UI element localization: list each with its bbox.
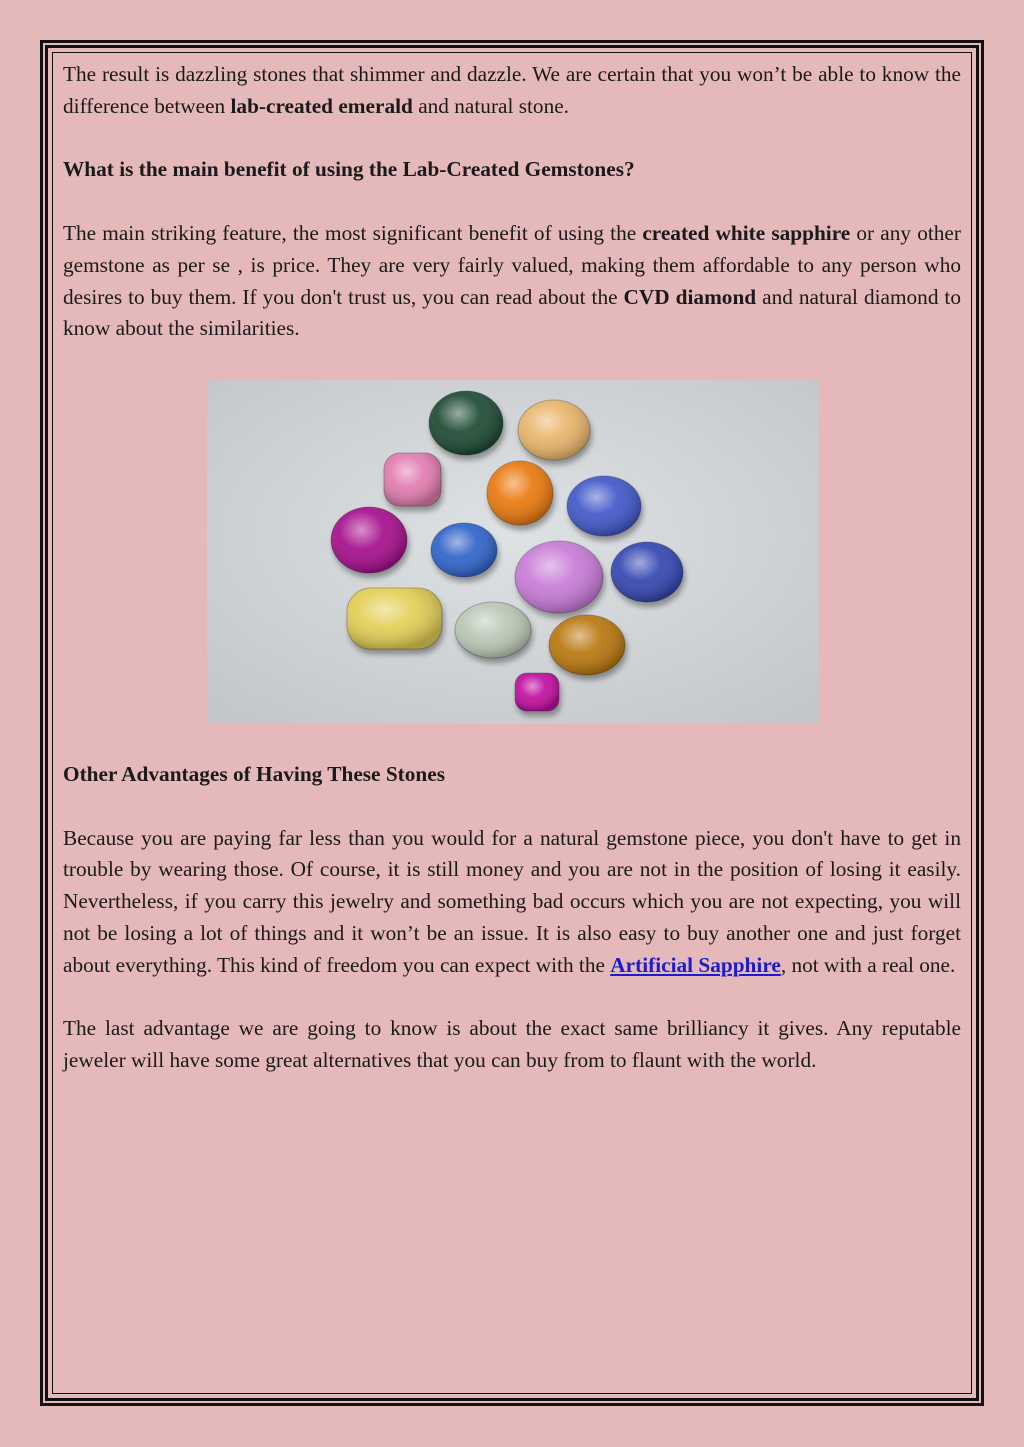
gem-mint-oval-highlight (455, 602, 531, 658)
bold-lab-created-emerald: lab-created emerald (230, 93, 413, 118)
gem-peach-oval-highlight (518, 400, 590, 460)
gem-amber-oval-highlight (549, 615, 625, 675)
gem-blue-oval-highlight (567, 476, 641, 536)
paragraph-benefit-text: The main striking feature, the most significant benefit of using the (63, 220, 643, 245)
paragraph-advantages-tail: , not with a real one. (780, 952, 956, 977)
gem-yellow-cushion-highlight (347, 588, 442, 649)
gem-navy-oval-highlight (611, 542, 683, 602)
gem-green-oval-highlight (429, 391, 503, 455)
heading-main-benefit: What is the main benefit of using the Lab-Created Gemstones? (63, 157, 635, 182)
paragraph-benefit (63, 218, 961, 345)
gem-pink-cushion-highlight (384, 453, 441, 506)
gem-lilac-oval-highlight (515, 541, 603, 613)
content-bottom (63, 759, 961, 1077)
paragraph-intro-text: The result is dazzling stones that shimmer and dazzle. We are certain that you won’t be able to know the difference between (63, 62, 961, 118)
bold-cvd-diamond: CVD diamond (623, 284, 757, 309)
paragraph-intro-tail: and natural stone. (412, 93, 570, 118)
gemstones-image (207, 380, 819, 724)
paragraph-benefit-middle: or any other gemstone as per se , is price. They are very fairly valued, making them affordable to any person who desires to buy them. If you don't trust us, you can read about the (63, 220, 961, 309)
paragraph-advantages-text: Because you are paying far less than you would for a natural gemstone piece, you don't have to get in trouble by wearing those. Of course, it is still money and you are not in the position of losing it easily. Nevertheless, if you carry this jewelry and something bad occurs which you are not expecting, you will not be losing a lot of things and it won’t be an issue. It is also easy to buy another one and just forget about everything. This kind of freedom you can expect with the (63, 825, 961, 977)
gem-fuchsia-cushion-highlight (515, 673, 559, 711)
bold-created-white-sapphire: created white sapphire (642, 220, 851, 245)
gem-magenta-oval-highlight (331, 507, 407, 573)
photo-background (207, 380, 819, 724)
gem-sky-blue-oval-highlight (431, 523, 497, 577)
content-top (63, 59, 961, 345)
gem-orange-oval-highlight (487, 461, 553, 525)
paragraph-brilliancy: The last advantage we are going to know is about the exact same brilliancy it gives. Any reputable jeweler will have some great alternatives that you can buy from to flaunt with the world. (63, 1016, 961, 1073)
gemstones-photo (207, 380, 819, 724)
paragraph-advantages (63, 823, 961, 982)
heading-other-advantages: Other Advantages of Having These Stones (63, 762, 446, 786)
artificial-sapphire-link[interactable]: Artificial Sapphire (610, 952, 781, 977)
paragraph-intro (63, 59, 961, 123)
paragraph-benefit-tail: and natural diamond to know about the similarities. (63, 284, 962, 341)
